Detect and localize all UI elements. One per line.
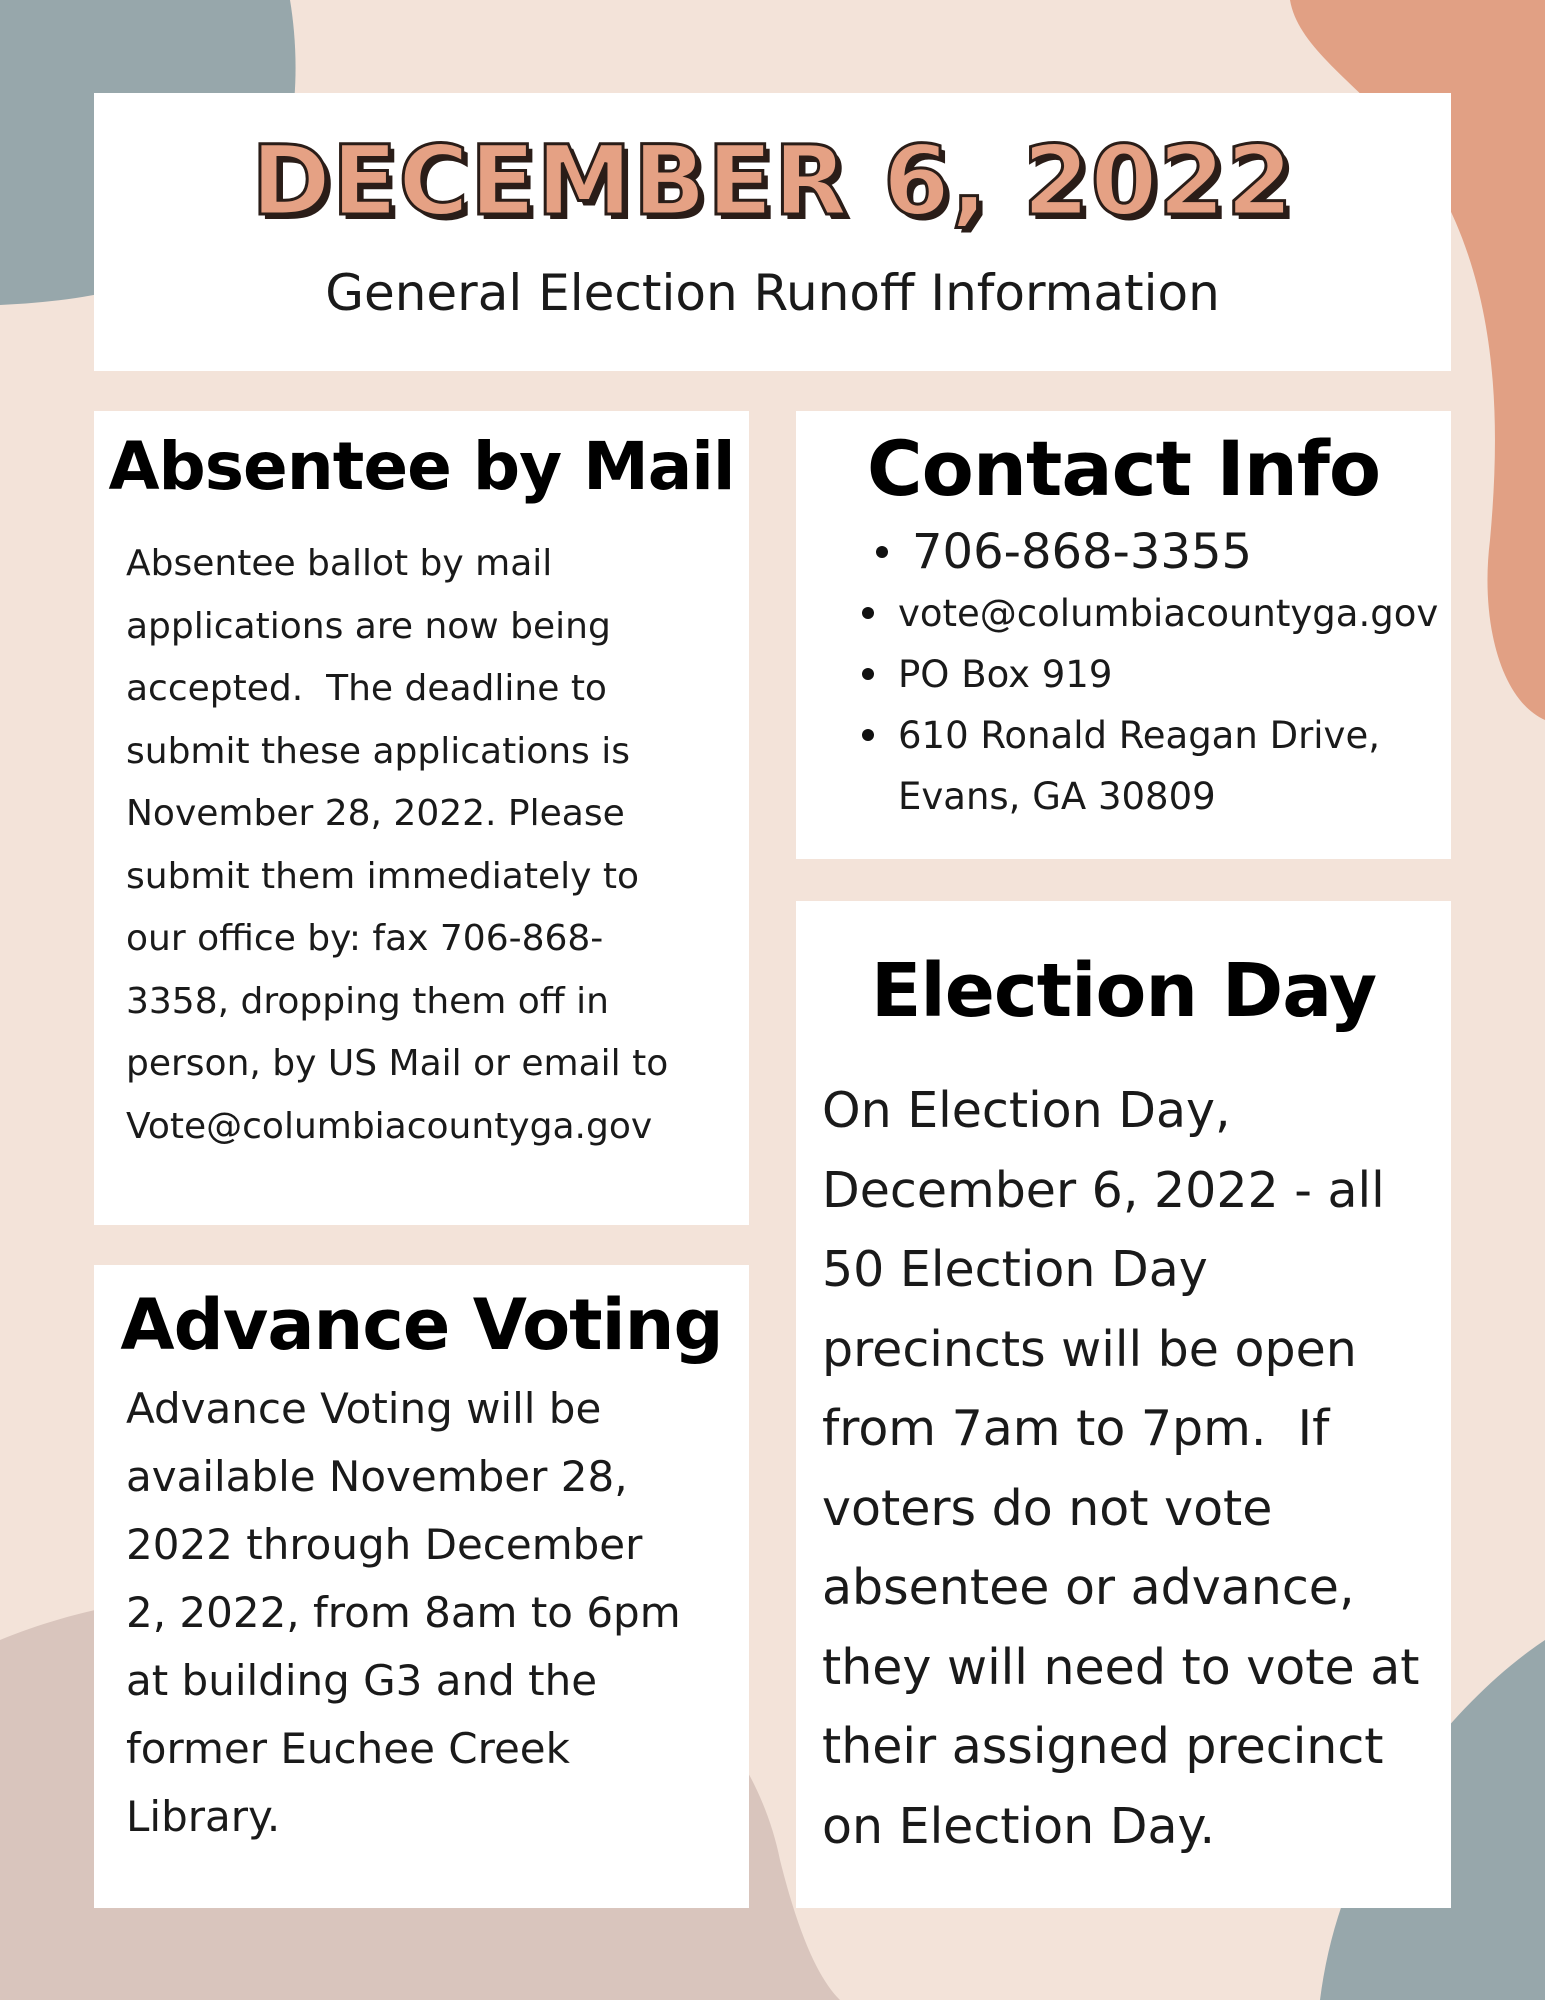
contact-email-item	[858, 583, 1438, 644]
election-day-line: On Election Day,	[822, 1082, 1231, 1139]
bullet-icon	[862, 668, 874, 680]
absentee-email-link[interactable]: Vote@columbiacountyga.gov	[126, 1105, 653, 1147]
absentee-body	[126, 533, 726, 1158]
advance-voting-body	[126, 1375, 726, 1851]
absentee-line: 3358, dropping them off in	[126, 980, 609, 1022]
bullet-icon	[862, 607, 874, 619]
election-day-line: their assigned precinct	[822, 1718, 1384, 1775]
advance-line: 2, 2022, from 8am to 6pm	[126, 1588, 681, 1637]
election-day-title: Election Day	[870, 948, 1377, 1034]
election-day-body	[822, 1071, 1432, 1866]
contact-address-line1: 610 Ronald Reagan Drive,	[898, 714, 1380, 757]
absentee-line: our office by: fax 706-868-	[126, 918, 604, 959]
election-day-line: 50 Election Day	[822, 1241, 1208, 1298]
contact-info-card	[796, 411, 1451, 859]
absentee-line: Absentee ballot by mail	[126, 543, 553, 584]
absentee-line: submit them immediately to	[126, 855, 639, 897]
election-day-card	[796, 901, 1451, 1908]
bullet-icon	[862, 729, 874, 741]
contact-address-line2: Evans, GA 30809	[898, 775, 1216, 818]
absentee-title: Absentee by Mail	[108, 428, 735, 505]
advance-line: available November 28,	[126, 1452, 628, 1501]
advance-line: Advance Voting will be	[126, 1384, 602, 1433]
advance-line: Library.	[126, 1792, 281, 1841]
contact-phone-item	[872, 521, 1438, 583]
election-day-line: on Election Day.	[822, 1797, 1216, 1855]
absentee-line: submit these applications is	[126, 730, 631, 772]
absentee-line: November 28, 2022. Please	[126, 793, 625, 834]
election-day-line: absentee or advance,	[822, 1559, 1355, 1616]
contact-phone[interactable]: 706-868-3355	[912, 524, 1253, 580]
advance-line: 2022 through December	[126, 1520, 643, 1569]
contact-list	[858, 521, 1438, 827]
advance-line: at building G3 and the	[126, 1656, 598, 1705]
contact-po-box-item	[858, 644, 1438, 705]
absentee-line: accepted. The deadline to	[126, 668, 607, 709]
contact-po-box: PO Box 919	[898, 653, 1113, 696]
election-day-line: they will need to vote at	[822, 1638, 1420, 1696]
contact-email[interactable]: vote@columbiacountyga.gov	[898, 592, 1439, 635]
advance-line: former Euchee Creek	[126, 1724, 570, 1773]
advance-voting-card	[94, 1265, 749, 1908]
contact-address-item	[858, 705, 1438, 827]
absentee-line: person, by US Mail or email to	[126, 1043, 669, 1084]
runoff-date-heading: DECEMBER 6, 2022	[251, 125, 1294, 237]
absentee-line: applications are now being	[126, 605, 611, 647]
bullet-icon	[876, 546, 888, 558]
absentee-card	[94, 411, 749, 1225]
contact-info-title: Contact Info	[866, 424, 1381, 513]
advance-voting-title: Advance Voting	[120, 1284, 723, 1366]
election-day-line: precincts will be open	[822, 1320, 1357, 1378]
election-day-line: December 6, 2022 - all	[822, 1161, 1385, 1219]
election-day-line: from 7am to 7pm. If	[822, 1400, 1330, 1457]
runoff-subtitle: General Election Runoff Information	[325, 264, 1220, 322]
header-card	[94, 93, 1451, 371]
election-day-line: voters do not vote	[822, 1479, 1273, 1537]
